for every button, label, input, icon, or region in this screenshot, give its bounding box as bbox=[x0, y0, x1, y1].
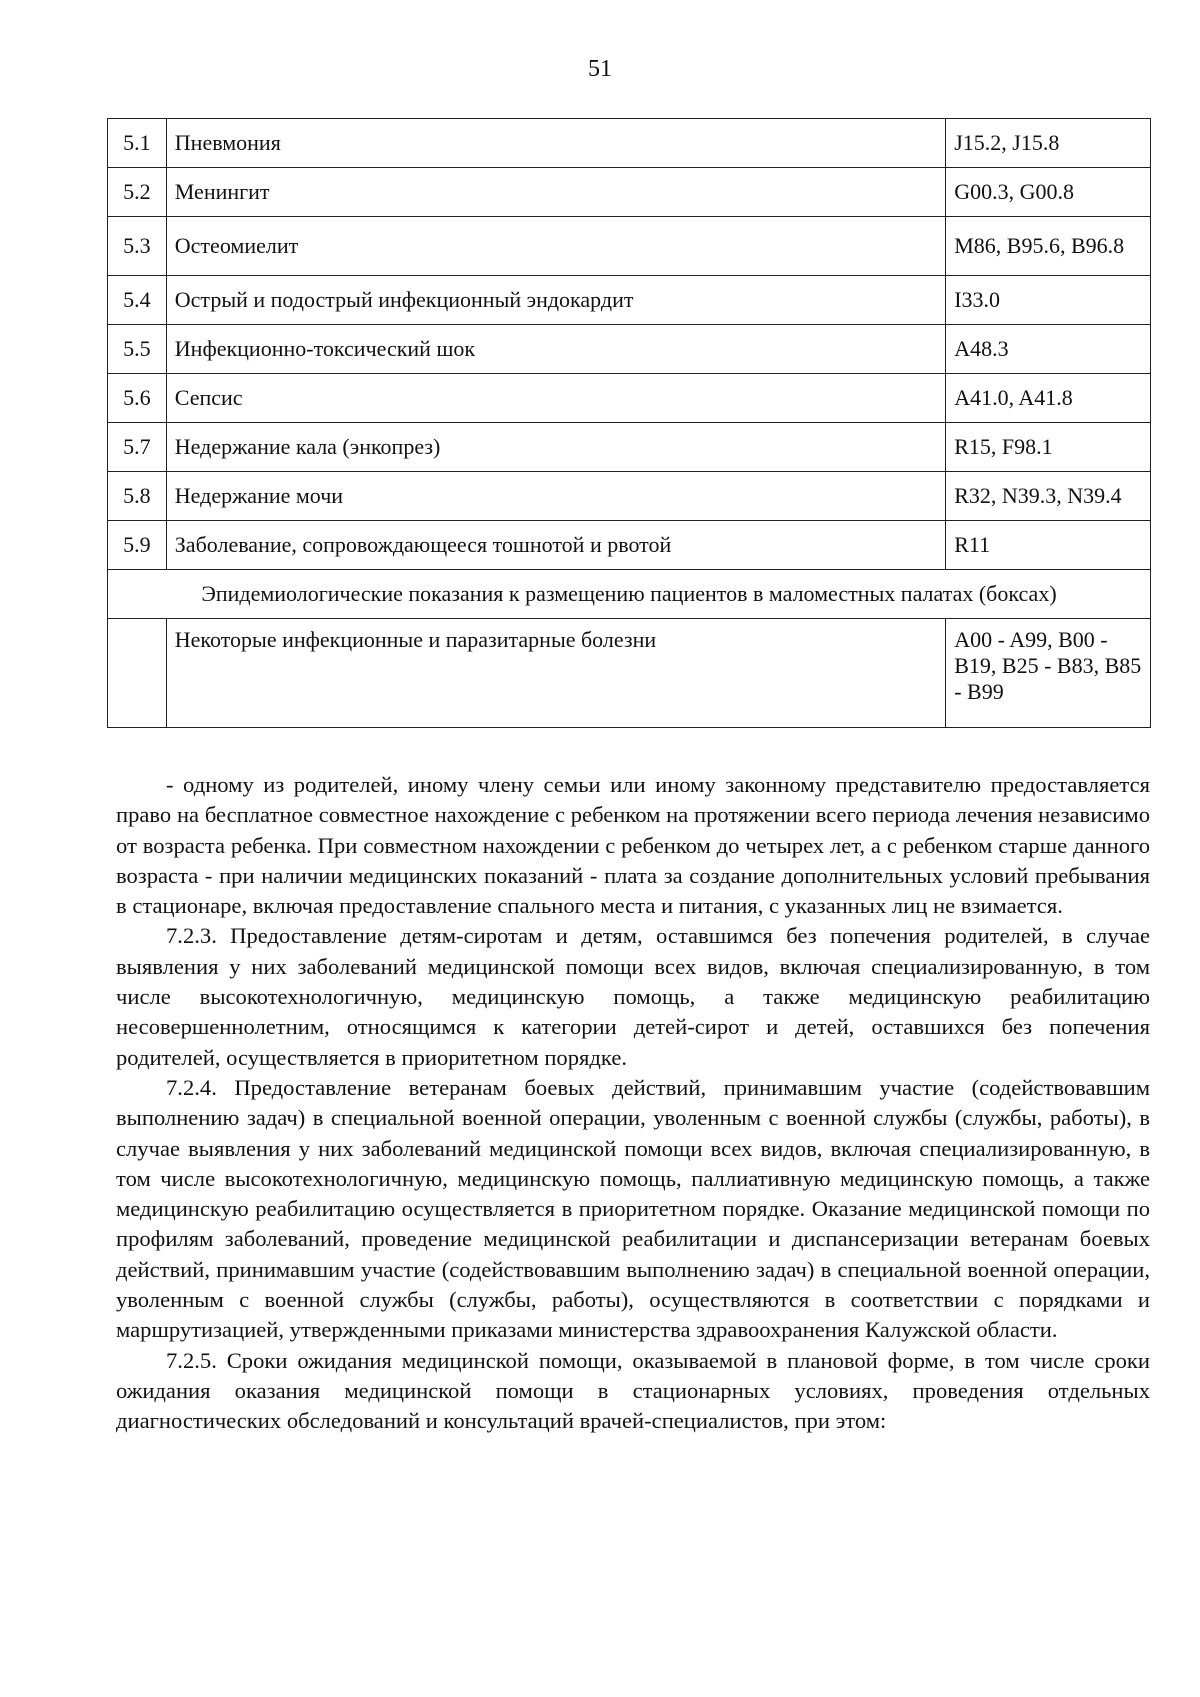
table-row bbox=[108, 472, 1151, 521]
disease-name: Заболевание, сопровождающееся тошнотой и рвотой bbox=[166, 521, 945, 570]
table-row bbox=[108, 217, 1151, 276]
row-number: 5.6 bbox=[108, 374, 167, 423]
section-heading: Эпидемиологические показания к размещению пациентов в маломестных палатах (боксах) bbox=[108, 570, 1151, 619]
row-number: 5.5 bbox=[108, 325, 167, 374]
table-row bbox=[108, 119, 1151, 168]
table-row bbox=[108, 276, 1151, 325]
paragraph-parent-stay: - одному из родителей, иному члену семьи или иному законному представителю предоставляется право на бесплатное совместное нахождение с ребенком на протяжении всего периода лечения независимо от возраста ребенка. При совместном нахождении с ребенком до четырех лет, а с ребенком старше данного возраста - при наличии медицинских показаний - плата за создание дополнительных условий пребывания в стационаре, включая предоставление спального места и питания, с указанных лиц не взимается. bbox=[116, 772, 1150, 919]
icd-code: M86, B95.6, B96.8 bbox=[946, 217, 1151, 276]
row-number: 5.7 bbox=[108, 423, 167, 472]
icd-code: A00 - A99, B00 - B19, B25 - B83, B85 - B99 bbox=[946, 619, 1151, 728]
paragraph-7-2-3: 7.2.3. Предоставление детям-сиротам и детям, оставшимся без попечения родителей, в случае выявления у них заболеваний медицинской помощи всех видов, включая специализированную, в том числе высокотехнологичную, медицинскую помощь, а также медицинскую реабилитацию несовершеннолетним, относящимся к категории детей-сирот и детей, оставшихся без попечения родителей, осуществляется в приоритетном порядке. bbox=[116, 923, 1150, 1070]
disease-name: Сепсис bbox=[166, 374, 945, 423]
row-number: 5.9 bbox=[108, 521, 167, 570]
icd-code: R15, F98.1 bbox=[946, 423, 1151, 472]
disease-name: Недержание мочи bbox=[166, 472, 945, 521]
row-number: 5.8 bbox=[108, 472, 167, 521]
disease-name: Недержание кала (энкопрез) bbox=[166, 423, 945, 472]
table-row bbox=[108, 423, 1151, 472]
icd-code: I33.0 bbox=[946, 276, 1151, 325]
table-row bbox=[108, 521, 1151, 570]
disease-name: Некоторые инфекционные и паразитарные болезни bbox=[166, 619, 945, 728]
row-number: 5.3 bbox=[108, 217, 167, 276]
disease-name: Острый и подострый инфекционный эндокардит bbox=[166, 276, 945, 325]
icd-code: A48.3 bbox=[946, 325, 1151, 374]
page-number: 51 bbox=[588, 56, 612, 82]
row-number: 5.1 bbox=[108, 119, 167, 168]
row-number: 5.2 bbox=[108, 168, 167, 217]
disease-name: Менингит bbox=[166, 168, 945, 217]
row-number: 5.4 bbox=[108, 276, 167, 325]
paragraph-7-2-5: 7.2.5. Сроки ожидания медицинской помощи, оказываемой в плановой форме, в том числе сроки ожидания оказания медицинской помощи в стационарных условиях, проведения отдельных диагностических обследований и консультаций врачей-специалистов, при этом: bbox=[116, 1347, 1150, 1434]
table-section-row bbox=[108, 570, 1151, 619]
icd-code: J15.2, J15.8 bbox=[946, 119, 1151, 168]
disease-name: Пневмония bbox=[166, 119, 945, 168]
icd-code: G00.3, G00.8 bbox=[946, 168, 1151, 217]
table-row bbox=[108, 374, 1151, 423]
table-row bbox=[108, 168, 1151, 217]
disease-name: Инфекционно-токсический шок bbox=[166, 325, 945, 374]
table-row bbox=[108, 619, 1151, 728]
disease-name: Остеомиелит bbox=[166, 217, 945, 276]
table-row bbox=[108, 325, 1151, 374]
icd-code: R11 bbox=[946, 521, 1151, 570]
body-text bbox=[116, 770, 1150, 1437]
diagnosis-codes-table bbox=[107, 118, 1151, 728]
icd-code: A41.0, A41.8 bbox=[946, 374, 1151, 423]
icd-code: R32, N39.3, N39.4 bbox=[946, 472, 1151, 521]
row-number bbox=[108, 619, 167, 728]
paragraph-7-2-4: 7.2.4. Предоставление ветеранам боевых действий, принимавшим участие (содействовавшим выполнению задач) в специальной военной операции, уволенным с военной службы (службы, работы), в случае выявления у них заболеваний медицинской помощи всех видов, включая специализированную, в том числе высокотехнологичную, медицинскую помощь, паллиативную медицинскую помощь, а также медицинскую реабилитацию осуществляется в приоритетном порядке. Оказание медицинской помощи по профилям заболеваний, проведение медицинской реабилитации и диспансеризации ветеранам боевых действий, принимавшим участие (содействовавшим выполнению задач) в специальной военной операции, уволенным с военной службы (службы, работы), осуществляются в соответствии с порядками и маршрутизацией, утвержденными приказами министерства здравоохранения Калужской области. bbox=[116, 1074, 1150, 1343]
